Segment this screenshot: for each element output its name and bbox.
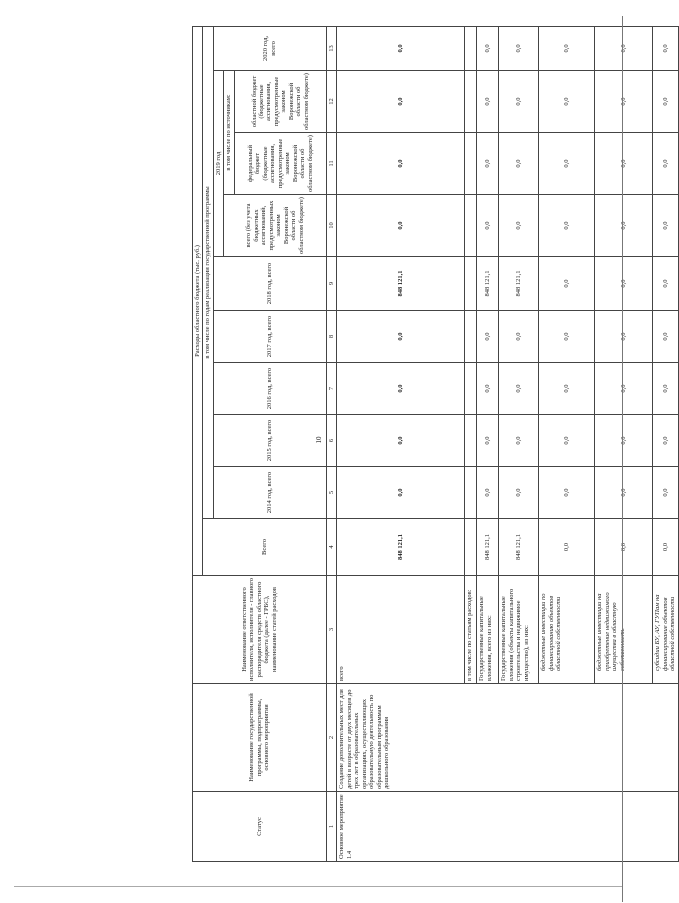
value-cell: 0,0 bbox=[653, 71, 678, 133]
header-total: Всего bbox=[203, 519, 326, 576]
col-number: 9 bbox=[326, 257, 336, 311]
value-cell: 0,0 bbox=[653, 363, 678, 415]
value-cell: 0,0 bbox=[477, 133, 499, 195]
value-cell: 0,0 bbox=[653, 467, 678, 519]
value-cell: 0,0 bbox=[539, 195, 595, 257]
page-number: 10 bbox=[315, 436, 323, 444]
header-name: Наименование государственной программы, подпрограммы, основного мероприятия bbox=[193, 684, 327, 792]
value-cell: 0,0 bbox=[499, 467, 539, 519]
value-cell: 0,0 bbox=[653, 195, 678, 257]
header-regional: областной бюджет (бюджетные ассигнования, предусмотренные законом Воронежской области об областном бюджете) bbox=[234, 71, 326, 133]
col-number: 7 bbox=[326, 363, 336, 415]
value-cell: 0,0 bbox=[477, 363, 499, 415]
value-cell: 0,0 bbox=[595, 311, 653, 363]
row-label: бюджетные инвестиции по финансированию объектов областной собственности bbox=[539, 576, 595, 684]
value-cell: 0,0 bbox=[653, 311, 678, 363]
value-cell: 0,0 bbox=[337, 133, 465, 195]
header-2018: 2018 год, всего bbox=[213, 257, 326, 311]
col-number: 4 bbox=[326, 519, 336, 576]
value-cell: 0,0 bbox=[539, 363, 595, 415]
value-cell bbox=[465, 26, 477, 70]
value-cell bbox=[465, 311, 477, 363]
measure-name-cell: Создание дополнительных мест для детей в возрасте от двух месяцев до трех лет в образовательных организациях, осуществляющих образовательную деятельность по образовательным программам дошкольного образования bbox=[337, 684, 678, 792]
value-cell bbox=[465, 467, 477, 519]
col-number: 11 bbox=[326, 133, 336, 195]
value-cell: 0,0 bbox=[499, 415, 539, 467]
value-cell bbox=[465, 71, 477, 133]
value-cell bbox=[465, 363, 477, 415]
value-cell: 0,0 bbox=[477, 71, 499, 133]
value-cell: 848 121,1 bbox=[337, 257, 465, 311]
header-2020: 2020 год, всего bbox=[213, 26, 326, 70]
value-cell: 0,0 bbox=[499, 363, 539, 415]
value-cell: 0,0 bbox=[539, 257, 595, 311]
value-cell: 0,0 bbox=[499, 195, 539, 257]
header-federal: федеральный бюджет (бюджетные ассигнования, предусмотренные законом Воронежской области об областном бюджете) bbox=[234, 133, 326, 195]
value-cell: 0,0 bbox=[539, 133, 595, 195]
row-label: бюджетные инвестиции на приобретение недвижимого имущества в областную собственность bbox=[595, 576, 653, 684]
header-incl-sources: в том числе по источникам: bbox=[224, 71, 234, 195]
header-2014: 2014 год, всего bbox=[213, 467, 326, 519]
value-cell: 0,0 bbox=[337, 311, 465, 363]
col-number: 6 bbox=[326, 415, 336, 467]
value-cell: 848 121,1 bbox=[477, 519, 499, 576]
header-responsible: Наименование ответственного исполнителя, исполнителя - главного распорядителя средств областного бюджета (далее - ГРБС), наименование статей расходов bbox=[193, 576, 327, 684]
value-cell bbox=[465, 415, 477, 467]
value-cell: 0,0 bbox=[595, 195, 653, 257]
value-cell: 0,0 bbox=[499, 133, 539, 195]
header-2016: 2016 год, всего bbox=[213, 363, 326, 415]
value-cell: 0,0 bbox=[477, 26, 499, 70]
value-cell: 0,0 bbox=[539, 71, 595, 133]
page-bottom-line bbox=[14, 886, 622, 887]
row-label: Государственные капитальные вложения (объекты капитального строительства и недвижимое имущество), из них: bbox=[499, 576, 539, 684]
header-2019: 2019 год bbox=[213, 71, 223, 257]
row-label: субсидии БУ, АУ, ГУПам на финансирование объектов областной собственности bbox=[653, 576, 678, 684]
value-cell: 848 121,1 bbox=[477, 257, 499, 311]
value-cell: 0,0 bbox=[337, 363, 465, 415]
budget-table bbox=[192, 26, 679, 862]
header-expenses: Расходы областного бюджета (тыс. руб.) bbox=[193, 26, 203, 575]
header-2019-total: всего (без учета бюджетных ассигнований, предусмотренных законом Воронежской области об областном бюджете) bbox=[224, 195, 326, 257]
col-number: 2 bbox=[326, 684, 336, 792]
header-2017: 2017 год, всего bbox=[213, 311, 326, 363]
value-cell: 0,0 bbox=[499, 71, 539, 133]
value-cell: 0,0 bbox=[499, 26, 539, 70]
value-cell: 0,0 bbox=[539, 311, 595, 363]
value-cell: 0,0 bbox=[337, 195, 465, 257]
row-label: Государственные капитальные вложения, всего из них: bbox=[477, 576, 499, 684]
value-cell bbox=[465, 257, 477, 311]
row-label: в том числе по статьям расходов: bbox=[465, 576, 477, 684]
page-edge-line bbox=[622, 16, 623, 902]
value-cell bbox=[465, 133, 477, 195]
value-cell: 0,0 bbox=[595, 257, 653, 311]
value-cell bbox=[465, 519, 477, 576]
value-cell: 0,0 bbox=[477, 311, 499, 363]
value-cell: 0,0 bbox=[595, 363, 653, 415]
value-cell: 848 121,1 bbox=[499, 519, 539, 576]
value-cell: 0,0 bbox=[653, 26, 678, 70]
value-cell: 0,0 bbox=[477, 415, 499, 467]
header-by-years: в том числе по годам реализации государственной программы bbox=[203, 26, 213, 518]
value-cell: 0,0 bbox=[539, 26, 595, 70]
row-label: всего bbox=[337, 576, 465, 684]
value-cell: 0,0 bbox=[477, 195, 499, 257]
value-cell bbox=[465, 195, 477, 257]
col-number: 13 bbox=[326, 26, 336, 70]
value-cell: 0,0 bbox=[499, 311, 539, 363]
value-cell: 0,0 bbox=[595, 519, 653, 576]
value-cell: 0,0 bbox=[337, 26, 465, 70]
value-cell: 0,0 bbox=[595, 71, 653, 133]
value-cell: 0,0 bbox=[595, 26, 653, 70]
value-cell: 848 121,1 bbox=[499, 257, 539, 311]
value-cell: 0,0 bbox=[653, 415, 678, 467]
value-cell: 0,0 bbox=[337, 467, 465, 519]
value-cell: 0,0 bbox=[653, 519, 678, 576]
value-cell: 0,0 bbox=[595, 133, 653, 195]
value-cell: 0,0 bbox=[539, 467, 595, 519]
value-cell: 848 121,1 bbox=[337, 519, 465, 576]
value-cell: 0,0 bbox=[539, 415, 595, 467]
value-cell: 0,0 bbox=[595, 415, 653, 467]
budget-table-wrapper bbox=[192, 27, 677, 862]
col-number: 1 bbox=[326, 792, 336, 862]
col-number: 10 bbox=[326, 195, 336, 257]
value-cell: 0,0 bbox=[337, 415, 465, 467]
value-cell: 0,0 bbox=[595, 467, 653, 519]
header-status: Статус bbox=[193, 792, 327, 862]
col-number: 8 bbox=[326, 311, 336, 363]
value-cell: 0,0 bbox=[539, 519, 595, 576]
value-cell: 0,0 bbox=[653, 257, 678, 311]
col-number: 3 bbox=[326, 576, 336, 684]
status-cell: Основное мероприятие 1.4 bbox=[337, 792, 678, 862]
value-cell: 0,0 bbox=[653, 133, 678, 195]
value-cell: 0,0 bbox=[477, 467, 499, 519]
col-number: 5 bbox=[326, 467, 336, 519]
value-cell: 0,0 bbox=[337, 71, 465, 133]
col-number: 12 bbox=[326, 71, 336, 133]
header-2015: 2015 год, всего bbox=[213, 415, 326, 467]
